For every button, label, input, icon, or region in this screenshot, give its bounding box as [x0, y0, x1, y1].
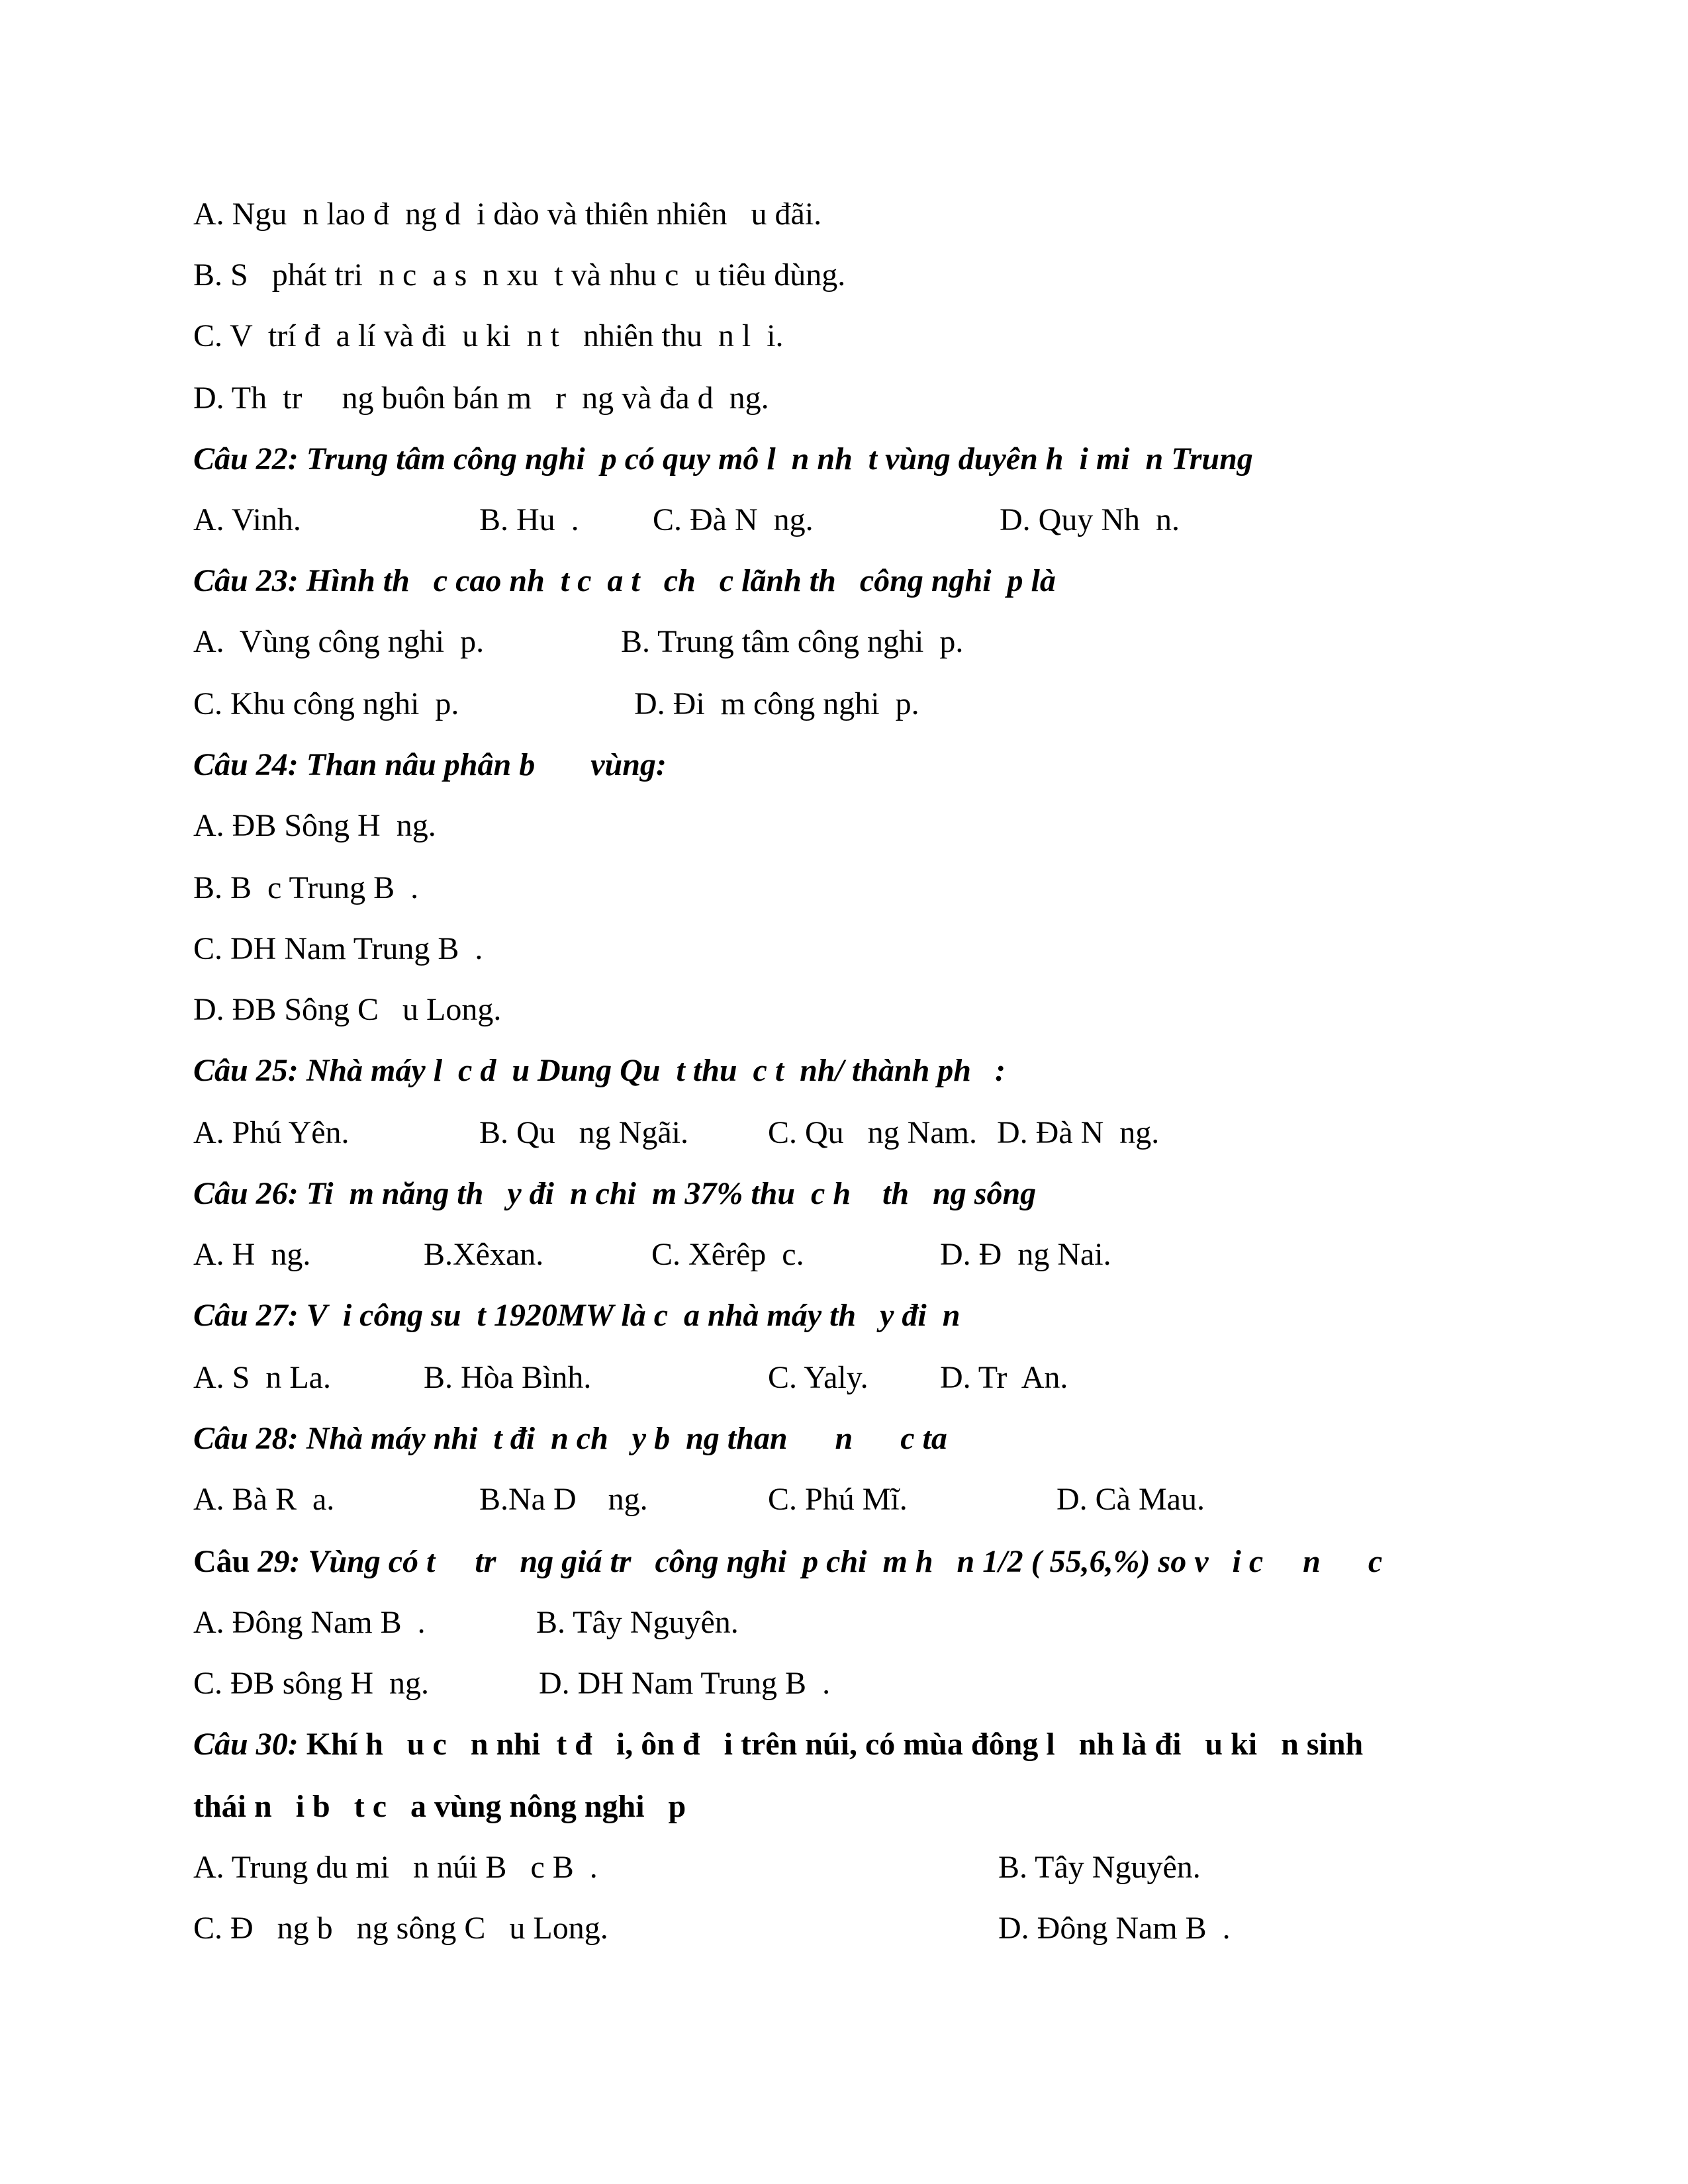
- question-27: Câu 27: V i công su t 1920MW là c a nhà máy th y đi n: [193, 1298, 961, 1333]
- option-d: D. DH Nam Trung B .: [539, 1666, 831, 1701]
- option-d: D. Đông Nam B .: [998, 1911, 1231, 1946]
- option-c: C. Khu công nghi p.: [193, 686, 459, 721]
- question-24: Câu 24: Than nâu phân b vùng:: [193, 747, 667, 782]
- option-b: B. Tây Nguyên.: [536, 1605, 739, 1640]
- option-c: C. Phú Mĩ.: [768, 1482, 908, 1517]
- option-c: C. Yaly.: [768, 1360, 868, 1395]
- option-a: A. H ng.: [193, 1237, 311, 1272]
- question-lead: Câu: [193, 1544, 250, 1579]
- question-28: Câu 28: Nhà máy nhi t đi n ch y b ng than n c ta: [193, 1421, 947, 1456]
- option-b: B. Trung tâm công nghi p.: [621, 624, 964, 659]
- options-row: [193, 1898, 1517, 1959]
- option-c: C. Qu ng Nam.: [768, 1115, 977, 1150]
- options-row: [193, 1347, 1517, 1408]
- option-d: D. Quy Nh n.: [1000, 502, 1180, 537]
- option-d: D. Đà N ng.: [997, 1115, 1160, 1150]
- options-row: [193, 490, 1517, 551]
- options-row: [193, 1592, 1517, 1653]
- question-23: Câu 23: Hình th c cao nh t c a t ch c lãnh th công nghi p là: [193, 563, 1056, 598]
- option-b: B. Tây Nguyên.: [998, 1850, 1201, 1885]
- question-30-continued: thái n i b t c a vùng nông nghi p: [193, 1789, 686, 1824]
- options-row: [193, 1837, 1517, 1898]
- question-text: 29: Vùng có t tr ng giá tr công nghi p chi m h n 1/2 ( 55,6,%) so v i c n c: [250, 1544, 1383, 1579]
- options-row: [193, 612, 1517, 672]
- option-c: C. DH Nam Trung B .: [193, 931, 483, 966]
- option-c: C. Đ ng b ng sông C u Long.: [193, 1911, 608, 1946]
- option-a: A. Vinh.: [193, 502, 301, 537]
- option-line: D. Th tr ng buôn bán m r ng và đa d ng.: [193, 381, 769, 416]
- option-a: A. Bà R a.: [193, 1482, 335, 1517]
- option-b: B.Xêxan.: [424, 1237, 544, 1272]
- option-line: B. S phát tri n c a s n xu t và nhu c u tiêu dùng.: [193, 257, 846, 293]
- option-b: B. Qu ng Ngãi.: [479, 1115, 688, 1150]
- option-c: C. Đà N ng.: [653, 502, 814, 537]
- option-c: C. Xêrêp c.: [651, 1237, 804, 1272]
- option-b: B.Na D ng.: [479, 1482, 648, 1517]
- option-d: D. Cà Mau.: [1056, 1482, 1205, 1517]
- option-b: B. Hu .: [479, 502, 579, 537]
- options-row: [193, 1224, 1517, 1285]
- option-a: A. Phú Yên.: [193, 1115, 350, 1150]
- option-d: D. Đ ng Nai.: [940, 1237, 1111, 1272]
- options-row: [193, 1469, 1517, 1530]
- options-row: [193, 1653, 1517, 1714]
- option-a: A. Trung du mi n núi B c B .: [193, 1850, 598, 1885]
- option-a: A. Vùng công nghi p.: [193, 624, 485, 659]
- option-d: D. Tr An.: [940, 1360, 1068, 1395]
- question-text: Khí h u c n nhi t đ i, ôn đ i trên núi, có mùa đông l nh là đi u ki n sinh: [298, 1727, 1364, 1762]
- option-a: A. S n La.: [193, 1360, 331, 1395]
- question-26: Câu 26: Ti m năng th y đi n chi m 37% thu c h th ng sông: [193, 1176, 1037, 1211]
- option-line: C. V trí đ a lí và đi u ki n t nhiên thu n l i.: [193, 318, 784, 353]
- option-d: D. ĐB Sông C u Long.: [193, 992, 502, 1027]
- question-29: [193, 1531, 1382, 1592]
- question-30: [193, 1714, 1363, 1775]
- option-line: A. Ngu n lao đ ng d i dào và thiên nhiên u đãi.: [193, 197, 822, 232]
- question-lead: Câu 30:: [193, 1727, 299, 1762]
- option-c: C. ĐB sông H ng.: [193, 1666, 430, 1701]
- option-b: B. B c Trung B .: [193, 870, 419, 905]
- option-a: A. ĐB Sông H ng.: [193, 808, 436, 843]
- option-a: A. Đông Nam B .: [193, 1605, 426, 1640]
- options-row: [193, 1103, 1517, 1163]
- option-d: D. Đi m công nghi p.: [634, 686, 919, 721]
- question-25: Câu 25: Nhà máy l c d u Dung Qu t thu c t nh/ thành ph :: [193, 1053, 1006, 1088]
- option-b: B. Hòa Bình.: [424, 1360, 592, 1395]
- options-row: [193, 674, 1517, 735]
- question-22: Câu 22: Trung tâm công nghi p có quy mô l n nh t vùng duyên h i mi n Trung: [193, 441, 1253, 477]
